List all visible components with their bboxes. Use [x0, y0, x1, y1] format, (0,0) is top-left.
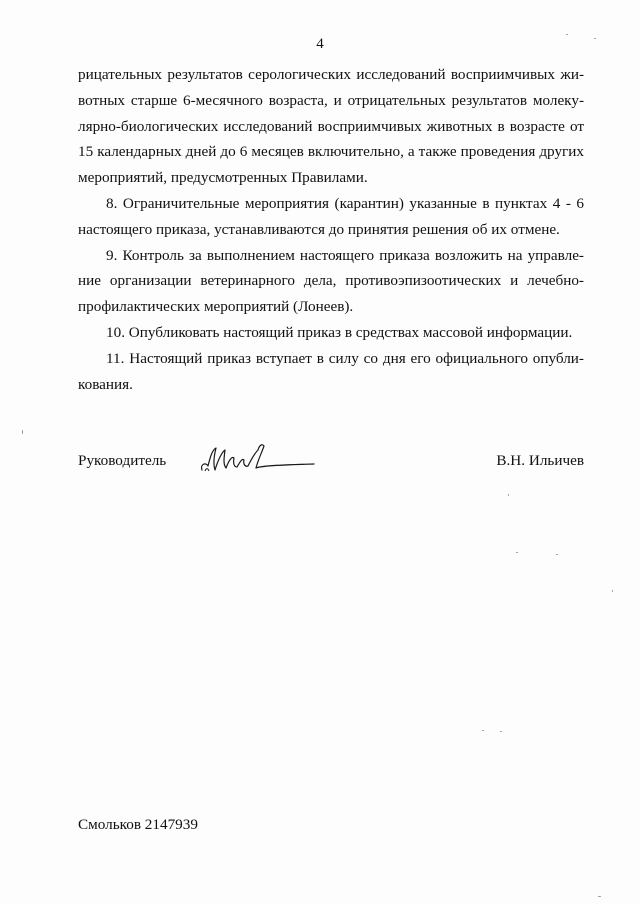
signature-block — [78, 440, 584, 480]
scan-speck — [508, 494, 509, 496]
text-line: 10. Опубликовать настоящий приказ в средствах массовой информации. — [106, 323, 573, 341]
scan-speck — [556, 554, 558, 555]
handwritten-signature — [196, 440, 316, 474]
paragraph-continuation — [78, 62, 584, 191]
text-line: 15 календарных дней до 6 месяцев включительно, а также проведения других — [78, 143, 584, 161]
signatory-title: Руководитель — [78, 452, 167, 469]
scan-speck — [516, 552, 518, 553]
text-line: 11. Настоящий приказ вступает в силу со дня его официального опубли- — [106, 349, 584, 367]
text-line: мероприятий, предусмотренных Правилами. — [78, 169, 368, 187]
scan-speck — [22, 430, 23, 434]
text-line: вотных старше 6-месячного возраста, и отрицательных результатов молеку- — [78, 91, 584, 109]
text-line: кования. — [78, 375, 133, 393]
paragraph-item-11 — [78, 346, 584, 398]
text-line: 8. Ограничительные мероприятия (карантин) указанные в пунктах 4 - 6 — [106, 194, 584, 212]
scan-speck — [598, 896, 601, 897]
executor-info: Смольков 2147939 — [78, 816, 198, 833]
scan-speck — [482, 730, 484, 731]
text-line: рицательных результатов серологических исследований восприимчивых жи- — [78, 66, 584, 83]
text-line: 9. Контроль за выполнением настоящего приказа возложить на управле- — [106, 246, 584, 264]
scan-speck — [594, 38, 596, 39]
page-number: 4 — [316, 36, 324, 52]
scan-speck — [566, 34, 568, 35]
text-line: лярно-биологических исследований восприимчивых животных в возрасте от — [78, 117, 584, 135]
paragraph-item-8 — [78, 191, 584, 243]
signatory-name: В.Н. Ильичев — [496, 452, 584, 469]
scan-speck — [500, 731, 502, 732]
document-body — [78, 62, 584, 397]
paragraph-item-9 — [78, 243, 584, 320]
text-line: ние организации ветеринарного дела, противоэпизоотических и лечебно- — [78, 272, 584, 290]
text-line: профилактических мероприятий (Лонеев). — [78, 298, 354, 316]
scan-speck — [612, 590, 613, 592]
paragraph-item-10 — [78, 320, 584, 346]
text-line: настоящего приказа, устанавливаются до принятия решения об их отмене. — [78, 220, 560, 238]
